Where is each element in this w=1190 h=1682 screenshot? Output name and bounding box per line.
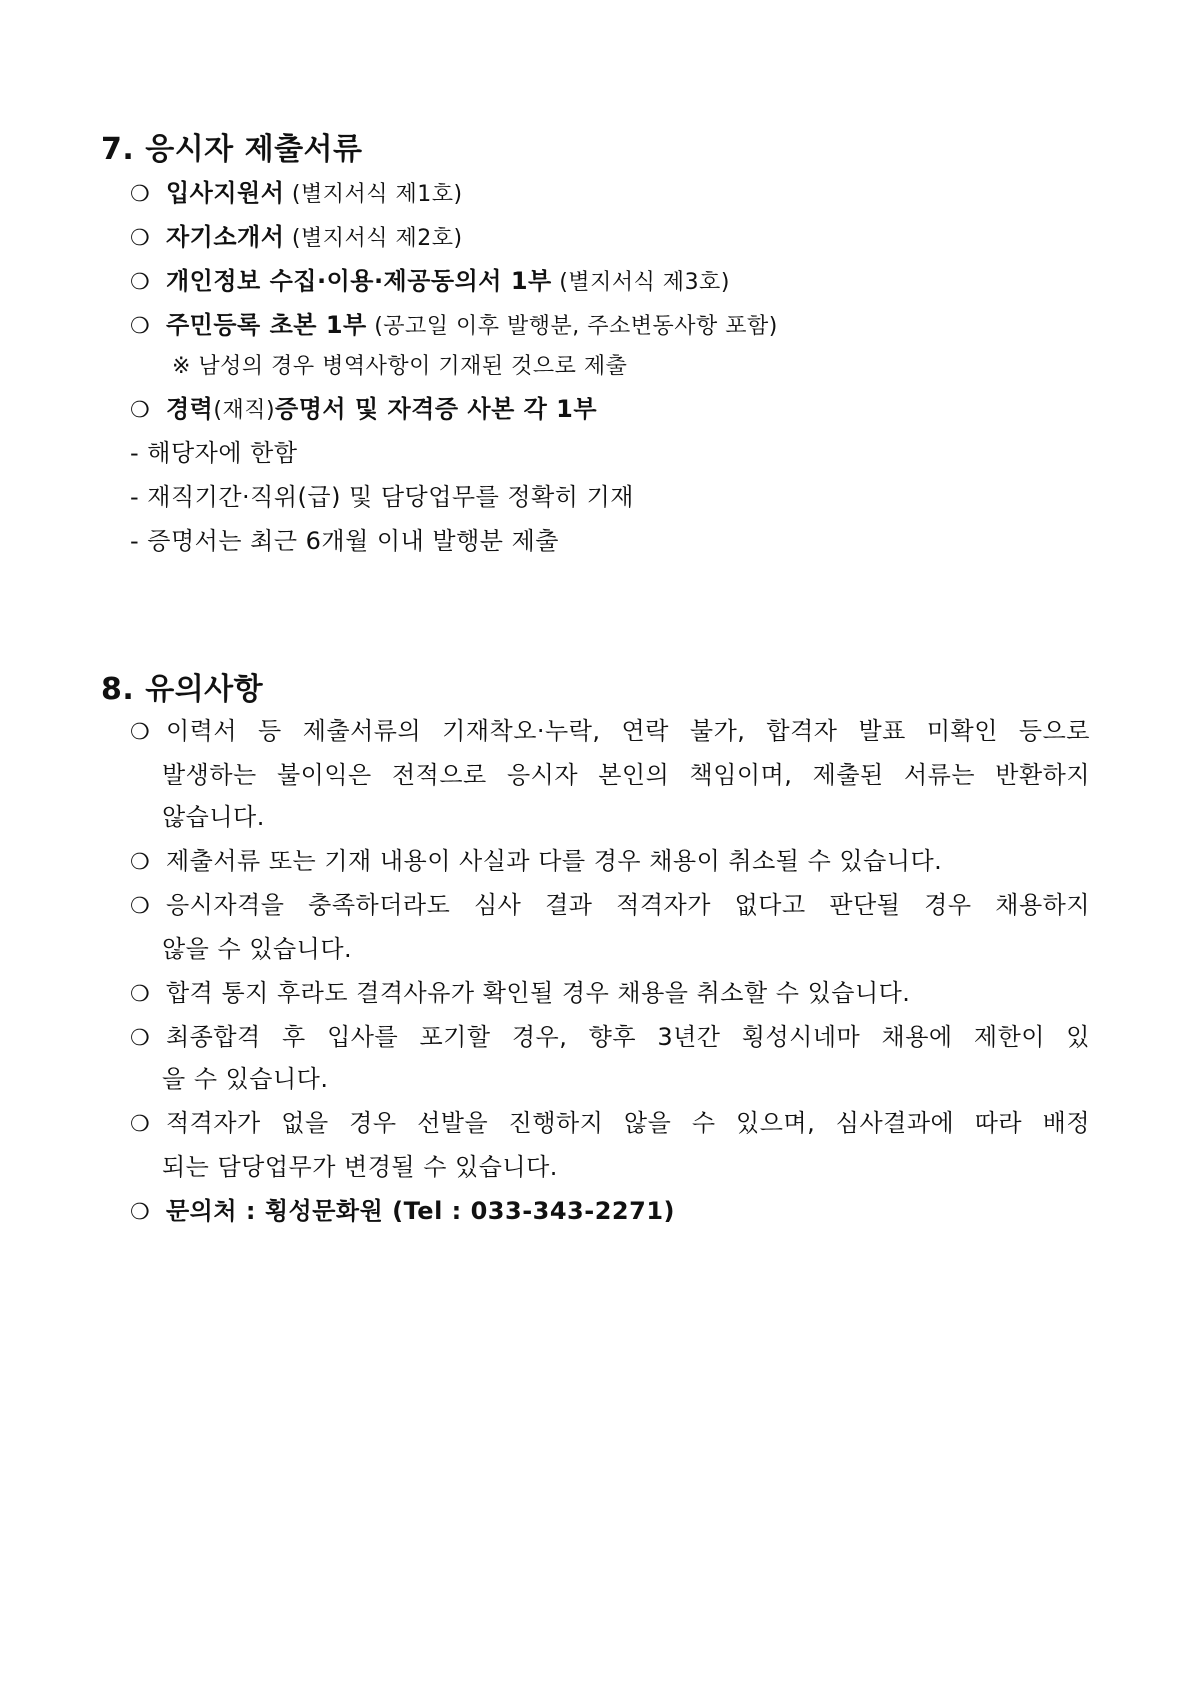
list-item-privacy-consent: ❍ 개인정보 수집·이용·제공동의서 1부 (별지서식 제3호): [130, 264, 1090, 300]
notice-item: ❍ 응시자격을 충족하더라도 심사 결과 적격자가 없다고 판단될 경우 채용하지: [130, 888, 1090, 924]
circle-bullet-icon: ❍: [130, 314, 151, 339]
list-item-self-intro: ❍ 자기소개서 (별지서식 제2호): [130, 220, 1090, 256]
list-item-resident-record: ❍ 주민등록 초본 1부 (공고일 이후 발행분, 주소변동사항 포함): [130, 308, 1090, 344]
circle-bullet-icon: ❍: [130, 1112, 151, 1137]
notice-item: ❍ 적격자가 없을 경우 선발을 진행하지 않을 수 있으며, 심사결과에 따라 배정: [130, 1106, 1090, 1142]
notice-item: ❍ 이력서 등 제출서류의 기재착오·누락, 연락 불가, 합격자 발표 미확인 등으로: [130, 714, 1090, 750]
notice-item-continued: 되는 담당업무가 변경될 수 있습니다.: [162, 1153, 558, 1181]
circle-bullet-icon: ❍: [130, 982, 151, 1007]
notice-item-continued: 않을 수 있습니다.: [162, 935, 353, 963]
sub-item: - 증명서는 최근 6개월 이내 발행분 제출: [130, 527, 559, 555]
sub-item: - 해당자에 한함: [130, 439, 298, 467]
circle-bullet-icon: ❍: [130, 182, 151, 207]
circle-bullet-icon: ❍: [130, 1026, 151, 1051]
notice-item-continued: 을 수 있습니다.: [162, 1065, 329, 1093]
list-item-application-form: ❍ 입사지원서 (별지서식 제1호): [130, 176, 1090, 212]
circle-bullet-icon: ❍: [130, 398, 151, 423]
notice-item: ❍ 최종합격 후 입사를 포기할 경우, 향후 3년간 횡성시네마 채용에 제한이 있: [130, 1020, 1090, 1056]
sub-item: - 재직기간·직위(급) 및 담당업무를 정확히 기재: [130, 483, 634, 511]
military-note: ※ 남성의 경우 병역사항이 기재된 것으로 제출: [172, 354, 628, 379]
section-7-title: 7. 응시자 제출서류: [101, 132, 363, 167]
notice-item: ❍ 제출서류 또는 기재 내용이 사실과 다를 경우 채용이 취소될 수 있습니다.: [130, 844, 1090, 880]
circle-bullet-icon: ❍: [130, 720, 151, 745]
notice-item-continued: 않습니다.: [162, 803, 265, 831]
notice-item: ❍ 합격 통지 후라도 결격사유가 확인될 경우 채용을 취소할 수 있습니다.: [130, 976, 1090, 1012]
circle-bullet-icon: ❍: [130, 894, 151, 919]
contact-item: ❍ 문의처 : 횡성문화원 (Tel : 033-343-2271): [130, 1194, 1090, 1230]
list-item-career-certificate: ❍ 경력(재직)증명서 및 자격증 사본 각 1부: [130, 392, 1090, 428]
circle-bullet-icon: ❍: [130, 850, 151, 875]
notice-item-continued: 발생하는 불이익은 전적으로 응시자 본인의 책임이며, 제출된 서류는 반환하지: [162, 761, 1090, 789]
circle-bullet-icon: ❍: [130, 226, 151, 251]
circle-bullet-icon: ❍: [130, 270, 151, 295]
section-8-title: 8. 유의사항: [101, 672, 264, 707]
circle-bullet-icon: ❍: [130, 1200, 151, 1225]
